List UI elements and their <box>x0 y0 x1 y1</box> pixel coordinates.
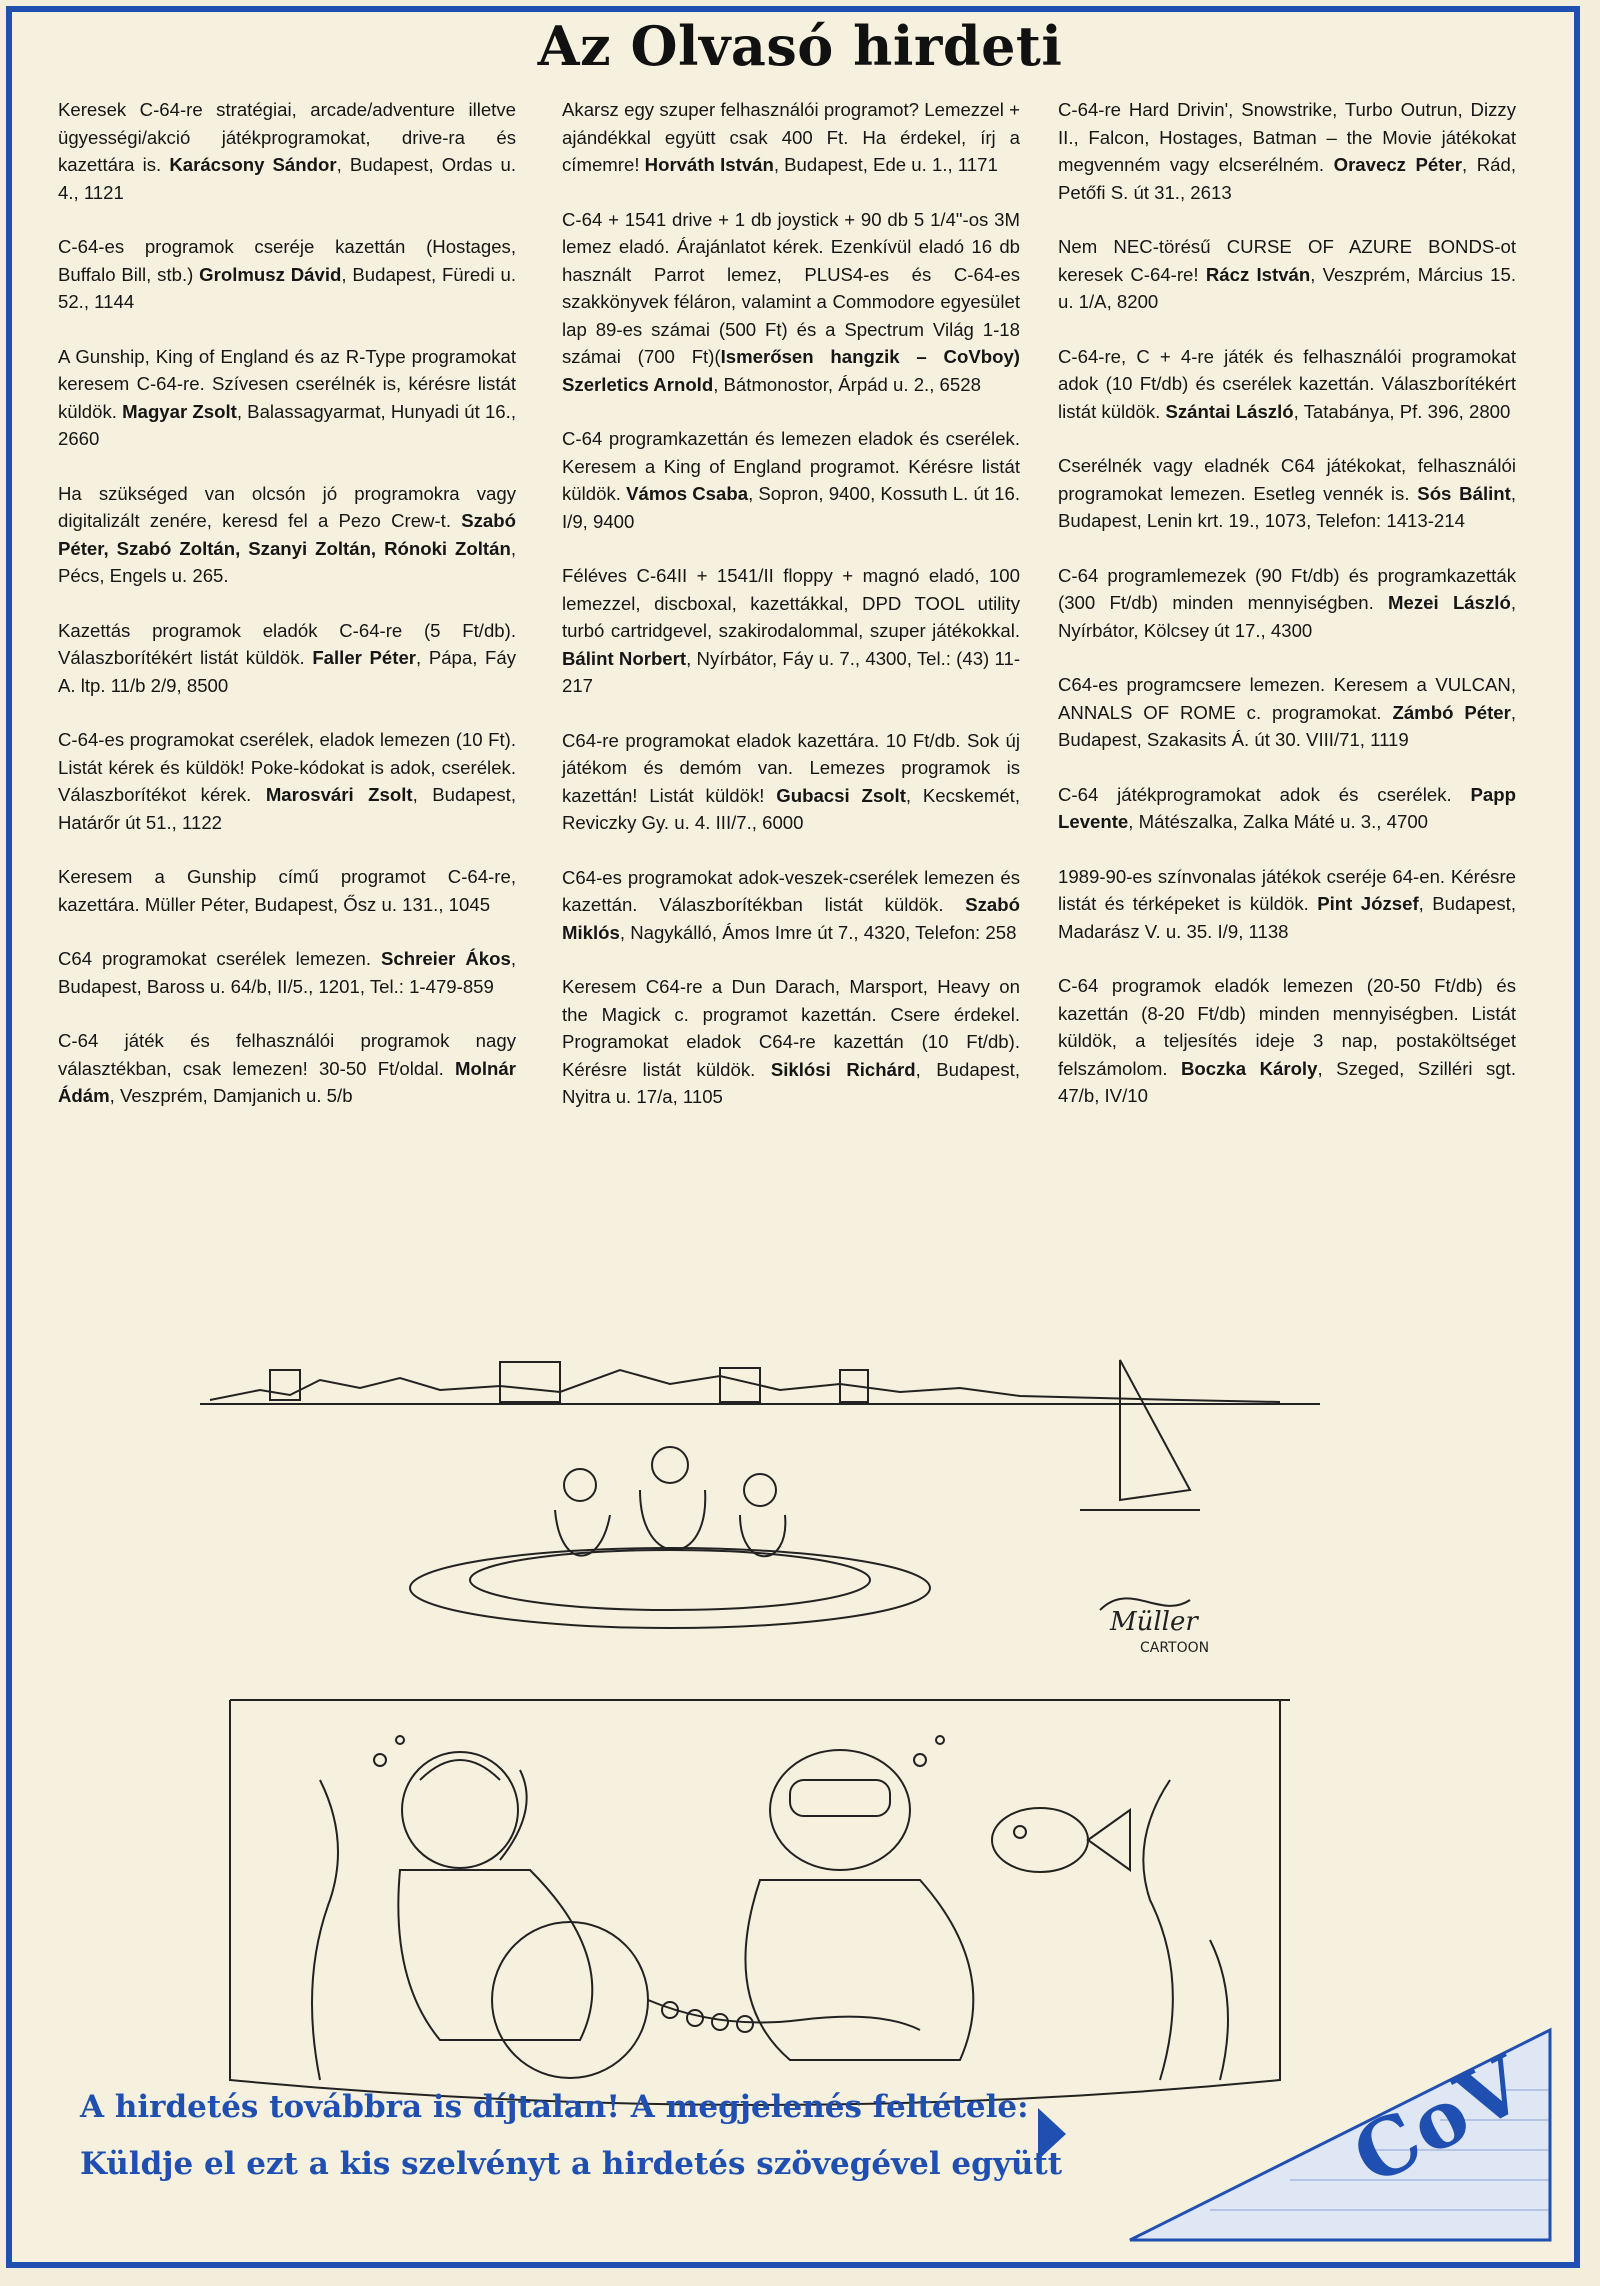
advertiser-name: Horváth István <box>644 154 774 175</box>
advertiser-address: , Budapest, Nyitra u. 17/a, 1105 <box>562 1058 1020 1107</box>
ad-text: C-64 programkazettán és lemezen eladok és cserélek. Keresem a King of England programot. Kérésre listát küldök. <box>562 428 1020 504</box>
ad-text: Ha szükséged van olcsón jó programokra vagy digitalizált zenére, keresd fel a Pezo Crew-t. <box>58 482 516 531</box>
classified-ad <box>58 96 516 206</box>
advertiser-address: , Budapest, Madarász V. u. 35. I/9, 1138 <box>1058 893 1516 942</box>
classified-ad <box>562 206 1020 399</box>
advertiser-name: Vámos Csaba <box>626 483 749 504</box>
footer-line-1: A hirdetés továbbra is díjtalan! A megjelenés feltétele: <box>80 2089 1029 2125</box>
classified-ad <box>562 562 1020 700</box>
advertiser-name: Szántai László <box>1165 400 1294 422</box>
classified-ad <box>1058 562 1516 645</box>
classified-ad <box>1058 233 1516 316</box>
ad-text: C-64-re, C + 4-re játék és felhasználói programokat adok (10 Ft/db) és cserélek kazettán. Válaszborítékért listát küldök. <box>1058 345 1516 422</box>
page-title: Az Olvasó hirdeti <box>537 14 1063 78</box>
windsurfer <box>1120 1360 1190 1500</box>
advertiser-address: , Pápa, Fáy A. ltp. 11/b 2/9, 8500 <box>58 647 517 696</box>
advertiser-name: Pint József <box>1317 893 1419 914</box>
ad-text: Féléves C-64II + 1541/II floppy + magnó eladó, 100 lemezzel, discboxal, kazettákkal, DPD TOOL utility turbó cartridgevel, szakirodalommal, szuper játékokkal. <box>562 565 1020 641</box>
cartoon-signature: Müller <box>1110 1607 1198 1637</box>
ad-text: C64-re programokat eladok kazettára. 10 Ft/db. Sok új játékom és demóm van. Lemezes programok is kazettán! Listát küldök! <box>562 729 1020 806</box>
ad-text: Keresem a Gunship című programot C-64-re, kazettára. Müller Péter, Budapest, Ősz u. 131., 1045 <box>58 866 516 915</box>
classified-ad <box>58 617 516 700</box>
advertiser-name: Grolmusz Dávid <box>199 263 342 285</box>
classified-ad <box>58 863 516 918</box>
ad-text: Akarsz egy szuper felhasználói programot? Lemezzel + ajándékkal együtt csak 400 Ft. Ha érdekel, írj a címemre! <box>562 99 1020 175</box>
ad-text: A Gunship, King of England és az R-Type programokat keresem C-64-re. Szívesen cserélnék is, kérésre listát küldök. <box>58 345 516 422</box>
ad-text: C-64 + 1541 drive + 1 db joystick + 90 db 5 1/4"-os 3M lemez eladó. Árajánlatot kérek. Ezenkívül eladó 16 db használt Parrot lemez, PLUS4-es és C-64-es szakkönyvek féláron, valamint a Commodore egyesület lap 89-es számai (500 Ft) és a Spectrum Világ 1-18 számai (700 Ft)( <box>562 208 1020 367</box>
ad-text: C-64 játék és felhasználói programok nagy választékban, csak lemezen! 30-50 Ft/oldal. <box>58 1030 516 1079</box>
classified-ad <box>562 864 1020 947</box>
advertiser-name: Marosvári Zsolt <box>265 784 413 805</box>
advertiser-address: , Nyírbátor, Kölcsey út 17., 4300 <box>1058 592 1516 641</box>
advertiser-address: , Budapest, Határőr út 51., 1122 <box>58 784 517 833</box>
ad-text: C-64 játékprogramokat adok és cserélek. <box>1058 783 1471 805</box>
advertiser-address: , Veszprém, Március 15. u. 1/A, 8200 <box>1058 263 1516 312</box>
advertiser-name: Molnár Ádám <box>58 1057 516 1106</box>
ad-text: C-64-es programok cseréje kazettán (Hostages, Buffalo Bill, stb.) <box>58 236 516 285</box>
advertiser-name: Oravecz Péter <box>1333 154 1463 175</box>
cartoon-signature-caption: CARTOON <box>1140 1640 1210 1656</box>
classified-ad <box>562 96 1020 179</box>
ad-text: C64 programokat cserélek lemezen. <box>58 948 381 969</box>
advertiser-address: , Budapest, Ordas u. 4., 1121 <box>58 154 516 203</box>
advertiser-address: , Budapest, Lenin krt. 19., 1073, Telefon: 1413-214 <box>1058 482 1516 531</box>
classified-ad <box>562 727 1020 837</box>
advertiser-name: Szabó Miklós <box>562 894 1020 943</box>
happy-diver <box>745 1750 973 2060</box>
classified-ad <box>562 425 1020 535</box>
classified-ad <box>1058 863 1516 946</box>
advertiser-name: Szabó Péter, Szabó Zoltán, Szanyi Zoltán, Rónoki Zoltán <box>58 510 516 559</box>
ball-and-chain <box>492 1922 920 2078</box>
classified-ad <box>58 233 516 316</box>
ad-text: 1989-90-es színvonalas játékok cseréje 64-en. Kérésre listát és térképeket is küldök. <box>1058 865 1516 914</box>
ad-text: C-64-re Hard Drivin', Snowstrike, Turbo Outrun, Dizzy II., Falcon, Hostages, Batman – the Movie játékokat megvenném vagy elcserélném. <box>1058 99 1516 175</box>
classified-ad <box>1058 671 1516 754</box>
ad-text: Keresem C64-re a Dun Darach, Marsport, Heavy on the Magick c. programot kazettán. Csere érdekel. Programokat eladok C64-re kazettán (10 Ft/db). Kérésre listát küldök. <box>562 976 1020 1080</box>
advertiser-address: , Rád, Petőfi S. út 31., 2613 <box>1058 154 1516 203</box>
advertiser-name: Bálint Norbert <box>562 647 687 669</box>
classified-ad <box>58 1027 516 1110</box>
ad-text: C-64 programlemezek (90 Ft/db) és programkazetták (300 Ft/db) minden mennyiségben. <box>1058 564 1516 613</box>
advertiser-name: Magyar Zsolt <box>122 400 237 422</box>
advertiser-name: Ismerősen hangzik – CoVboy) Szerletics Arnold <box>562 346 1020 395</box>
advertiser-address: , Budapest, Baross u. 64/b, II/5., 1201, Tel.: 1-479-859 <box>58 948 516 997</box>
advertiser-name: Rácz István <box>1205 263 1311 285</box>
classified-ad <box>58 343 516 453</box>
fish <box>992 1808 1130 1872</box>
advertiser-address: , Budapest, Füredi u. 52., 1144 <box>58 263 516 312</box>
advertiser-name: Siklósi Richárd <box>770 1058 916 1080</box>
classified-ad <box>58 480 516 590</box>
ad-text: C-64-es programokat cserélek, eladok lemezen (10 Ft). Listát kérek és küldök! Poke-kódokat is adok, cserélek. Válaszborítékot kérek. <box>58 729 516 805</box>
advertiser-address: , Budapest, Szakasits Á. út 30. VIII/71, 1119 <box>1058 701 1517 750</box>
advertiser-name: Mezei László <box>1388 592 1511 613</box>
sad-diver <box>398 1752 592 2040</box>
ad-text: Nem NEC-törésű CURSE OF AZURE BONDS-ot keresek C-64-re! <box>1058 236 1516 285</box>
classified-ad <box>1058 781 1516 836</box>
classified-ad <box>58 726 516 836</box>
advertiser-address: , Balassagyarmat, Hunyadi út 16., 2660 <box>58 400 516 449</box>
advertiser-address: , Szeged, Szilléri sgt. 47/b, IV/10 <box>1058 1057 1516 1106</box>
advertiser-address: , Tatabánya, Pf. 396, 2800 <box>1293 400 1511 422</box>
advertiser-address: , Bátmonostor, Árpád u. 2., 6528 <box>713 373 981 395</box>
advertiser-address: , Mátészalka, Zalka Máté u. 3., 4700 <box>1128 811 1428 832</box>
advertiser-name: Karácsony Sándor <box>169 154 337 175</box>
advertiser-address: , Veszprém, Damjanich u. 5/b <box>109 1085 353 1106</box>
advertiser-address: , Kecskemét, Reviczky Gy. u. 4. III/7., 6000 <box>562 784 1021 833</box>
classified-ad <box>1058 343 1516 426</box>
classified-ad <box>1058 452 1516 535</box>
ad-text: Kazettás programok eladók C-64-re (5 Ft/db). Válaszborítékért listát küldök. <box>58 619 516 668</box>
advertiser-name: Zámbó Péter <box>1392 701 1511 723</box>
advertiser-name: Schreier Ákos <box>380 948 511 969</box>
ads-column-3 <box>1058 96 1516 1137</box>
advertiser-address: , Nyírbátor, Fáy u. 7., 4300, Tel.: (43) 11-217 <box>562 647 1021 696</box>
ads-column-1 <box>58 96 516 1137</box>
classified-ad <box>562 973 1020 1111</box>
footer-line-2: Küldje el ezt a kis szelvényt a hirdetés szövegével együtt <box>80 2146 1063 2182</box>
ad-text: C-64 programok eladók lemezen (20-50 Ft/db) és kazettán (8-20 Ft/db) minden mennyiségben. Listát küldök, a teljesítés ideje 3 nap, postaköltséget felszámolom. <box>1058 975 1516 1079</box>
advertiser-address: , Pécs, Engels u. 265. <box>58 537 516 586</box>
advertiser-name: Gubacsi Zsolt <box>776 784 906 806</box>
ad-text: C64-es programcsere lemezen. Keresem a VULCAN, ANNALS OF ROME c. programokat. <box>1058 674 1516 723</box>
cov-logo: CoV <box>1338 2037 1542 2204</box>
classified-ad <box>1058 972 1516 1110</box>
advertiser-name: Sós Bálint <box>1417 482 1511 504</box>
advertiser-address: , Budapest, Ede u. 1., 1171 <box>773 154 998 175</box>
advertiser-name: Boczka Károly <box>1181 1057 1318 1079</box>
advertiser-address: , Sopron, 9400, Kossuth L. út 16. I/9, 9400 <box>562 483 1020 532</box>
advertiser-name: Papp Levente <box>1058 783 1516 832</box>
ad-text: Keresek C-64-re stratégiai, arcade/adventure illetve ügyességi/akció játékprogramokat, drive-ra és kazettára is. <box>58 99 516 175</box>
classified-ad <box>1058 96 1516 206</box>
arrow-icon <box>1038 2108 1066 2160</box>
ad-text: Cserélnék vagy eladnék C64 játékokat, felhasználói programokat lemezen. Esetleg vennék is. <box>1058 455 1516 504</box>
advertiser-name: Faller Péter <box>312 647 417 668</box>
advertiser-address: , Nagykálló, Ámos Imre út 7., 4320, Telefon: 258 <box>619 921 1017 943</box>
swimmers <box>410 1447 930 1628</box>
ad-text: C64-es programokat adok-veszek-cserélek lemezen és kazettán. Válaszborítékban listát küldök. <box>562 866 1020 915</box>
ads-column-2 <box>562 96 1020 1138</box>
classified-ad <box>58 945 516 1000</box>
